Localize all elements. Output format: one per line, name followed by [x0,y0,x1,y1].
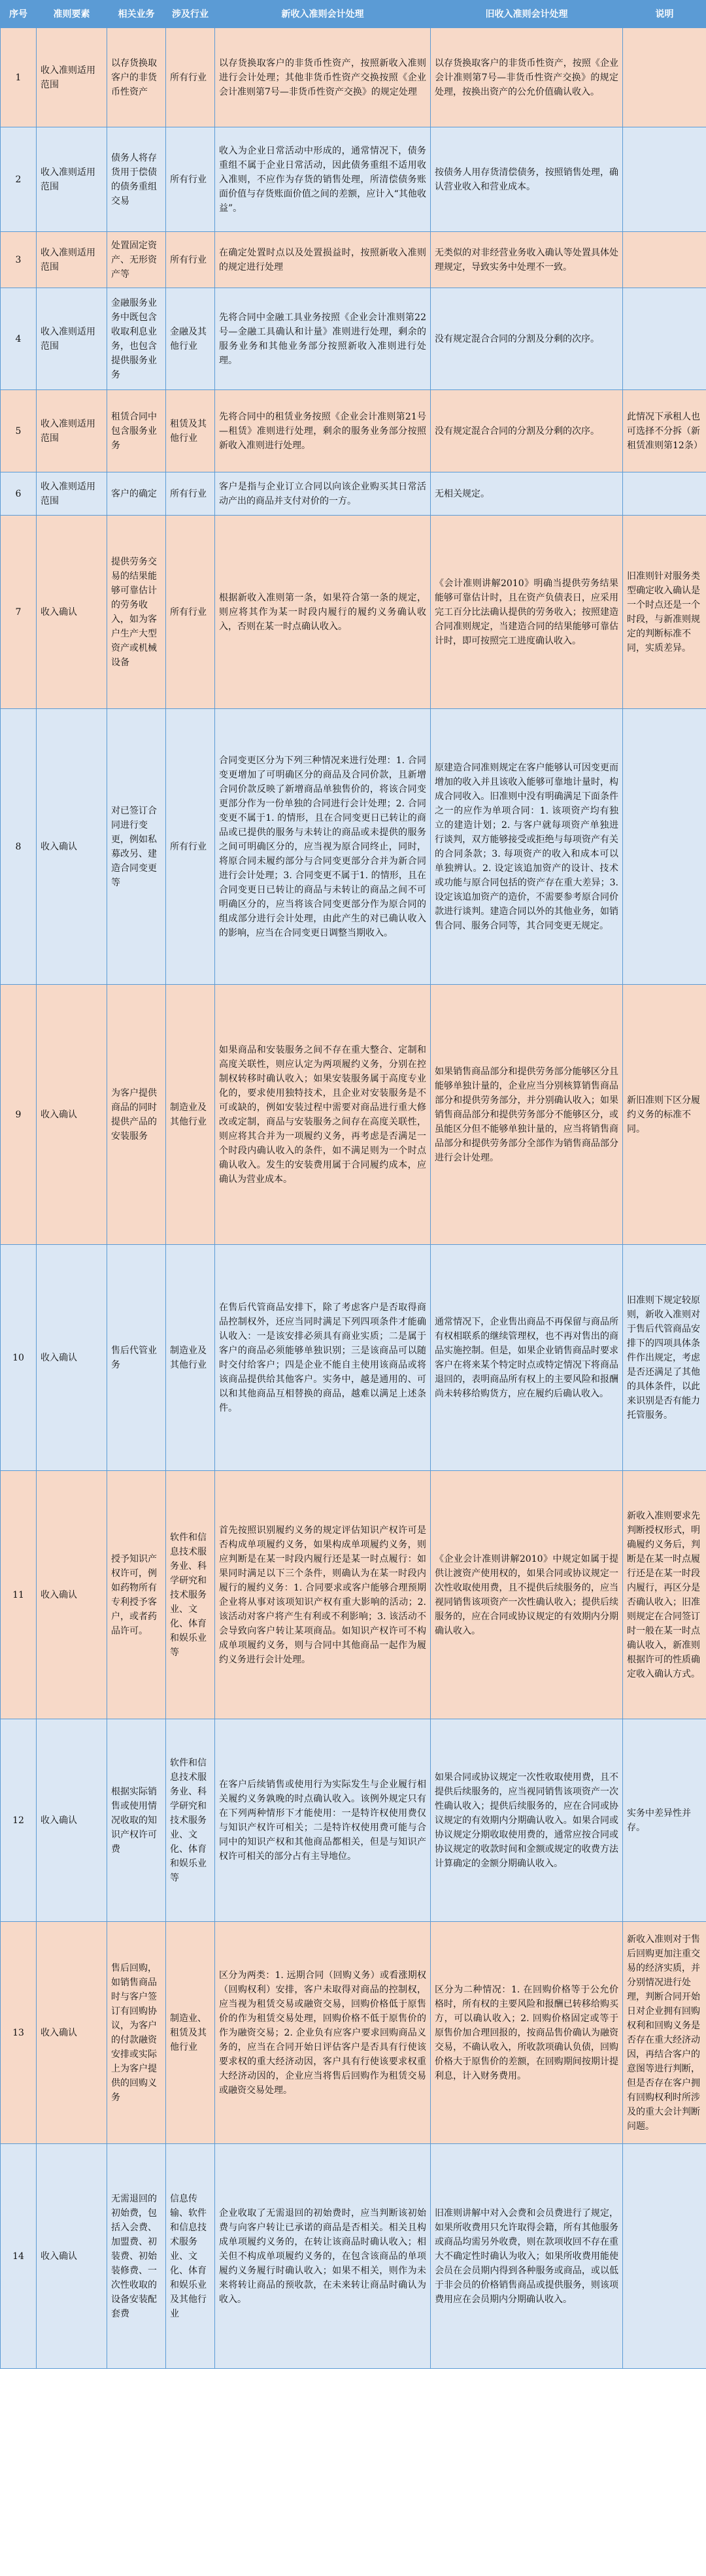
row-number: 13 [1,1922,37,2144]
row-new-treatment: 根据新收入准则第一条，如果符合第一条的规定，则应将其作为某一时段内履行的履约义务确认收入，否则在某一时点确认收入。 [215,516,431,709]
row-element: 收入确认 [37,1245,107,1471]
table-row [1,1922,706,2144]
row-old-treatment: 区分为二种情况：1. 在回购价格等于公允价格时，所有权的主要风险和报酬已转移给购买方，可以确认收入；2. 回购价格固定或等于原售价加合理回报的，按商品售价确认为融资交易，不确认收入，所收款项确认负债，回购价格大于原售价的差额，在回购期间按期计提利息，计入财务费用。 [431,1922,623,2144]
row-note [623,28,706,127]
row-industry: 所有行业 [166,232,215,288]
row-old-treatment: 如果合同或协议规定一次性收取使用费，且不提供后续服务的，应当视同销售该项资产一次性确认收入；提供后续服务的，应在合同或协议规定的有效期内分期确认收入。如果合同或协议规定分期收取使用费的，通常应按合同或协议规定的收款时间和金额或规定的收费方法计算确定的金额分期确认收入。 [431,1719,623,1922]
row-old-treatment: 《企业会计准则讲解2010》中规定如属于提供让渡资产使用权的，如果合同或协议规定一次性收取使用费，且不提供后续服务的，应当视同销售该项资产一次性确认收入；提供后续服务的，应在合同或协议规定的有效期内分期确认收入。 [431,1471,623,1719]
row-number: 9 [1,985,37,1245]
table-header-row [1,1,706,28]
row-new-treatment: 先将合同中金融工具业务按照《企业会计准则第22号—金融工具确认和计量》准则进行处理，剩余的服务业务和其他业务部分按照新收入准则进行处理。 [215,288,431,390]
row-element: 收入确认 [37,985,107,1245]
row-element: 收入准则适用范围 [37,472,107,516]
header-old-treatment: 旧收入准则会计处理 [431,1,623,28]
row-business: 客户的确定 [107,472,166,516]
row-business: 金融服务业务中既包含收取利息业务，也包含提供服务业务 [107,288,166,390]
row-note: 旧准则针对服务类型确定收入确认是一个时点还是一个时段，与新准则规定的判断标准不同，实质差异。 [623,516,706,709]
row-industry: 软件和信息技术服务业、科学研究和技术服务业、文化、体育和娱乐业等 [166,1471,215,1719]
row-business: 售后代管业务 [107,1245,166,1471]
row-note [623,2144,706,2369]
row-new-treatment: 客户是指与企业订立合同以向该企业购买其日常活动产出的商品并支付对价的一方。 [215,472,431,516]
table-body [1,28,706,2369]
row-new-treatment: 以存货换取客户的非货币性资产，按照新收入准则进行会计处理；其他非货币性资产交换按照《企业会计准则第7号—非货币性资产交换》的规定处理 [215,28,431,127]
table-row [1,1719,706,1922]
row-industry: 所有行业 [166,516,215,709]
table-row [1,288,706,390]
row-new-treatment: 如果商品和安装服务之间不存在重大整合、定制和高度关联性，则应认定为两项履约义务，分别在控制权转移时确认收入；如果安装服务属于高度专业化的，要求使用独特技术，且企业对安装服务是不可或缺的，例如安装过程中需要对商品进行重大修改或定制，商品与安装服务之间存在高度关联性，则应将其合并为一项履约义务，再考虑是否满足一个时段内确认收入的条件，如不满足则为一个时点确认收入。发生的安装费用属于合同履约成本，应确认为营业成本。 [215,985,431,1245]
table-row [1,985,706,1245]
row-note: 新收入准则对于售后回购更加注重交易的经济实质，并分别情况进行处理，判断合同开始日对企业拥有回购权利和回购义务是否存在重大经济动因，再结合客户的意图等进行判断，但是否存在客户拥有回购权利时所涉及的重大会计判断问题。 [623,1922,706,2144]
header-new-treatment: 新收入准则会计处理 [215,1,431,28]
row-business: 根据实际销售或使用情况收取的知识产权许可费 [107,1719,166,1922]
row-industry: 租赁及其他行业 [166,390,215,472]
row-element: 收入确认 [37,1719,107,1922]
row-new-treatment: 先将合同中的租赁业务按照《企业会计准则第21号—租赁》准则进行处理，剩余的服务业务部分按照新收入准则进行处理。 [215,390,431,472]
row-number: 2 [1,127,37,232]
table-row [1,232,706,288]
row-number: 11 [1,1471,37,1719]
row-note: 新收入准则要求先判断授权形式，明确履约义务后，判断是在某一时点履行还是在某一时段内履行，再区分是否确认收入；旧准则规定在合同签订时一般在某一时点确认收入，新准则根据许可的性质确定收入确认方式。 [623,1471,706,1719]
row-old-treatment: 旧准则讲解中对入会费和会员费进行了规定，如果所收费用只允许取得会籍，所有其他服务或商品均需另外收费，则在款项收回不存在重大不确定性时确认为收入；如果所收费用能使会员在会员期内得到各种服务或商品，或以低于非会员的价格销售商品或提供服务，则该项费用应在会员期内分期确认收入。 [431,2144,623,2369]
row-element: 收入准则适用范围 [37,127,107,232]
header-num: 序号 [1,1,37,28]
row-business: 提供劳务交易的结果能够可靠估计的劳务收入，如为客户生产大型资产或机械设备 [107,516,166,709]
row-industry: 所有行业 [166,472,215,516]
row-note [623,232,706,288]
row-element: 收入准则适用范围 [37,288,107,390]
table-row [1,709,706,985]
row-business: 债务人将存货用于偿债的债务重组交易 [107,127,166,232]
row-old-treatment: 原建造合同准则规定在客户能够认可因变更而增加的收入并且该收入能够可靠地计量时，构成合同收入。旧准则中没有明确满足下面条件之一的应作为单项合同：1. 该项资产均有独立的建造计划；2. 与客户就每项资产单独进行谈判，双方能够接受或拒绝与每项资产有关的合同条款；3. 每项资产的收入和成本可以单独辨认。2. 设定该追加资产的设计、技术或功能与原合同包括的资产存在重大差异；3. 设定该追加资产的造价，不需要参考原合同价款进行谈判。建造合同以外的其他业务，如销售合同、服务合同等，其合同变更无规定。 [431,709,623,985]
row-business: 授予知识产权许可，例如药物所有专利授予客户，或者药品许可。 [107,1471,166,1719]
row-note [623,709,706,985]
row-industry: 金融及其他行业 [166,288,215,390]
row-old-treatment: 没有规定混合合同的分割及分剩的次序。 [431,390,623,472]
table-row [1,516,706,709]
row-note [623,472,706,516]
row-element: 收入准则适用范围 [37,28,107,127]
row-business: 售后回购，如销售商品时与客户签订有回购协议，为客户的付款融资安排或实际上为客户提供的回购义务 [107,1922,166,2144]
row-number: 10 [1,1245,37,1471]
table-row [1,2144,706,2369]
row-business: 租赁合同中包含服务业务 [107,390,166,472]
row-new-treatment: 合同变更区分为下列三种情况来进行处理：1. 合同变更增加了可明确区分的商品及合同价款，且新增合同价款反映了新增商品单独售价的，将该合同变更部分作为一份单独的合同进行会计处理；2. 合同变更不属于1. 的情形，且在合同变更日已转让的商品或已提供的服务与未转让的商品或未提供的服务之间可明确区分的，应当视为原合同终止，同时，将原合同未履约部分与合同变更部分合并为新合同进行会计处理；3. 合同变更不属于1. 的情形，且在合同变更日已转让的商品与未转让的商品之间不可明确区分的，应当将该合同变更部分作为原合同的组成部分进行会计处理，由此产生的对已确认收入的影响，应当在合同变更日调整当期收入。 [215,709,431,985]
row-element: 收入确认 [37,516,107,709]
row-new-treatment: 区分为两类：1. 远期合同（回购义务）或看涨期权（回购权利）安排，客户未取得对商品的控制权，应当视为租赁交易或融资交易，回购价格低于原售价的作为租赁交易处理，回购价格不低于原售价的作为融资交易；2. 企业负有应客户要求回购商品义务的，应当在合同开始日评估客户是否具有行使该要求权的重大经济动因，客户具有行使该要求权重大经济动因的，企业应当将售后回购作为租赁交易或融资交易处理。 [215,1922,431,2144]
header-element: 准则要素 [37,1,107,28]
table-row [1,127,706,232]
header-industry: 涉及行业 [166,1,215,28]
row-new-treatment: 在售后代管商品安排下，除了考虑客户是否取得商品控制权外，还应当同时满足下列四项条件才能确认收入：一是该安排必须具有商业实质；二是属于客户的商品必须能够单独识别；三是该商品可以随时交付给客户；四是企业不能自主使用该商品或将该商品提供给其他客户。实务中，越是通用的、可以和其他商品互相替换的商品，越难以满足上述条件。 [215,1245,431,1471]
row-note: 实务中差异性并存。 [623,1719,706,1922]
row-old-treatment: 没有规定混合合同的分割及分剩的次序。 [431,288,623,390]
row-number: 5 [1,390,37,472]
row-old-treatment: 如果销售商品部分和提供劳务部分能够区分且能够单独计量的，企业应当分别核算销售商品部分和提供劳务部分，并分别确认收入；如果销售商品部分和提供劳务部分不能够区分，或虽能区分但不能够单独计量的，应当将销售商品部分和提供劳务部分全部作为销售商品部分进行会计处理。 [431,985,623,1245]
row-industry: 信息传输、软件和信息技术服务业、文化、体育和娱乐业及其他行业 [166,2144,215,2369]
row-industry: 制造业、租赁及其他行业 [166,1922,215,2144]
row-number: 8 [1,709,37,985]
row-new-treatment: 收入为企业日常活动中形成的，通常情况下，债务重组不属于企业日常活动，因此债务重组不适用收入准则，不应作为存货的销售处理，所清偿债务账面价值与存货账面价值之间的差额，应计入“其他收益”。 [215,127,431,232]
row-number: 14 [1,2144,37,2369]
table-row [1,1471,706,1719]
row-element: 收入确认 [37,2144,107,2369]
row-note [623,288,706,390]
row-note: 此情况下承租人也可选择不分拆（新租赁准则第12条） [623,390,706,472]
row-business: 处置固定资产、无形资产等 [107,232,166,288]
row-element: 收入准则适用范围 [37,232,107,288]
row-new-treatment: 企业收取了无需退回的初始费时，应当判断该初始费与向客户转让已承诺的商品是否相关。相关且构成单项履约义务的，在转让该商品时确认收入；相关但不构成单项履约义务的，在包含该商品的单项履约义务履行时确认收入；如果不相关，则作为未来将转让商品的预收款，在未来转让商品时确认为收入。 [215,2144,431,2369]
row-note: 新旧准则下区分履约义务的标准不同。 [623,985,706,1245]
row-old-treatment: 以存货换取客户的非货币性资产，按照《企业会计准则第7号—非货币性资产交换》的规定处理，按换出资产的公允价值确认收入。 [431,28,623,127]
row-number: 12 [1,1719,37,1922]
row-element: 收入确认 [37,709,107,985]
table-row [1,28,706,127]
row-note [623,127,706,232]
row-new-treatment: 在客户后续销售或使用行为实际发生与企业履行相关履约义务孰晚的时点确认收入。该例外规定只有在下列两种情形下才能使用：一是特许权使用费仅与知识产权许可相关；二是特许权使用费可能与合同中的知识产权和其他商品都相关，但是与知识产权许可相关的部分占有主导地位。 [215,1719,431,1922]
row-old-treatment: 无类似的对非经营业务收入确认等处置具体处理规定，导致实务中处理不一致。 [431,232,623,288]
row-business: 对已签订合同进行变更，例如私募改另、建造合同变更等 [107,709,166,985]
row-number: 1 [1,28,37,127]
row-element: 收入确认 [37,1471,107,1719]
row-industry: 所有行业 [166,28,215,127]
row-number: 6 [1,472,37,516]
row-industry: 所有行业 [166,127,215,232]
row-industry: 制造业及其他行业 [166,1245,215,1471]
row-old-treatment: 《会计准则讲解2010》明确当提供劳务结果能够可靠估计时，且在资产负债表日，应采用完工百分比法确认提供的劳务收入；按照建造合同准则规定，当建造合同的结果能够可靠估计时，即可按照完工进度确认收入。 [431,516,623,709]
row-old-treatment: 无相关规定。 [431,472,623,516]
header-business: 相关业务 [107,1,166,28]
row-note: 旧准则下规定较原则，新收入准则对于售后代管商品安排下的四项具体条件作出规定，考虑是否还满足了其他的具体条件，以此来识别是否有能力托管服务。 [623,1245,706,1471]
row-number: 3 [1,232,37,288]
row-industry: 制造业及其他行业 [166,985,215,1245]
row-industry: 所有行业 [166,709,215,985]
row-business: 为客户提供商品的同时提供产品的安装服务 [107,985,166,1245]
row-business: 无需退回的初始费，包括入会费、加盟费、初装费、初始装修费、一次性收取的设备安装配套费 [107,2144,166,2369]
row-number: 4 [1,288,37,390]
row-new-treatment: 首先按照识别履约义务的规定评估知识产权许可是否构成单项履约义务，如果构成单项履约义务，则应判断是在某一时段内履行还是某一时点履行：如果同时满足以下三个条件，则确认为在某一时段内履行的履约义务：1. 合同要求或客户能够合理预期企业将从事对该项知识产权有重大影响的活动；2. 该活动对客户将产生有利或不利影响；3. 该活动不会导致向客户转让某项商品。如知识产权许可不构成单项履约义务，则与合同中其他商品一起作为履约义务进行会计处理。 [215,1471,431,1719]
row-element: 收入确认 [37,1922,107,2144]
row-number: 7 [1,516,37,709]
row-old-treatment: 通常情况下，企业售出商品不再保留与商品所有权相联系的继续管理权，也不再对售出的商品实施控制。但是，如果企业销售商品时要求客户在将来某个特定时点或特定情况下将商品退回的，表明商品所有权上的主要风险和报酬尚未转移给购货方，应在履约后确认收入。 [431,1245,623,1471]
header-note: 说明 [623,1,706,28]
row-old-treatment: 按债务人用存货清偿债务，按照销售处理，确认营业收入和营业成本。 [431,127,623,232]
row-element: 收入准则适用范围 [37,390,107,472]
row-industry: 软件和信息技术服务业、科学研究和技术服务业、文化、体育和娱乐业等 [166,1719,215,1922]
table-row [1,472,706,516]
table-row [1,390,706,472]
table-row [1,1245,706,1471]
row-business: 以存货换取客户的非货币性资产 [107,28,166,127]
row-new-treatment: 在确定处置时点以及处置损益时，按照新收入准则的规定进行处理 [215,232,431,288]
